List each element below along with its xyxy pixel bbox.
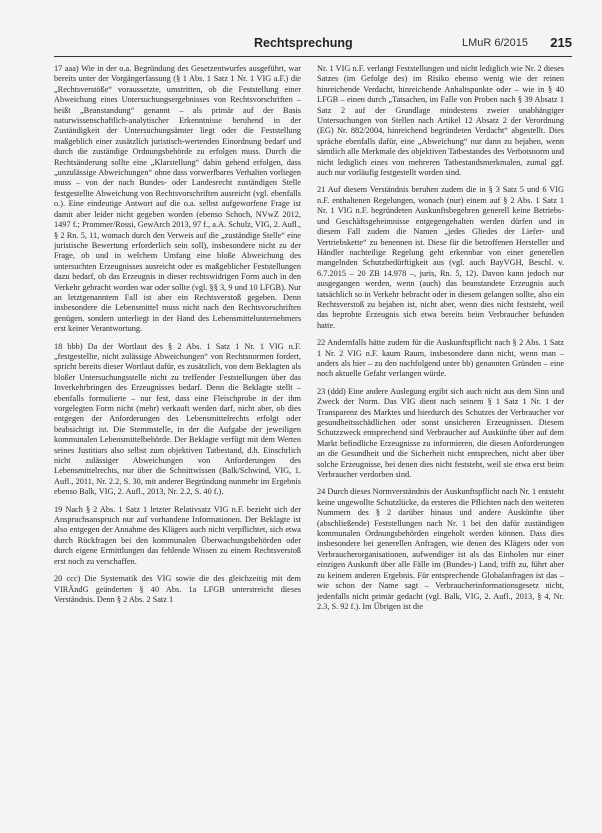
section-title: Rechtsprechung	[254, 36, 353, 50]
paragraph-24: 24 Durch dieses Normverständnis der Auskunftspflicht nach Nr. 1 entsteht keine ungewollte Schutzlücke, da ersteres die Pflichten nach den weiteren Nummern des § 2 darüber hinaus und andere Auskünfte über (abschließende) Feststellungen nach Nr. 1 bei den dafür zuständigen kommunalen Ordnungsbehörden eingeholt werden können. Dass dies insbesondere bei generellen Anfragen, wie denen des Klägers oder von Verbraucherorganisationen, aufwendiger ist als das Einholen nur einer einzigen Auskunft über alle Fälle im (Bundes-) Land, trifft zu, führt aber zu keinem anderen Ergebnis. Für entsprechende Globalanfragen ist das – wie schon der Name sagt – Verbraucherinformationsgesetz nicht, jedenfalls nicht primär gedacht (vgl. Balk, VIG, 2. Aufl., 2013, § 4, Nr. 2.3, S. 92 f.). Im Übrigen ist die	[317, 487, 565, 611]
running-header	[54, 34, 572, 57]
journal-issue: LMuR 6/2015	[461, 37, 528, 49]
left-column	[54, 64, 301, 612]
paragraph-21: 21 Auf diesem Verständnis beruhen zudem die in § 3 Satz 5 und 6 VIG n.F. enthaltenen Regelungen, wonach (nur) einem auf § 2 Abs. 1 Satz 1 Nr. 1 VIG n.F. begründeten Auskunftsbegehren generell keine Betriebs- und Geschäftsgeheimnisse entgegengehalten werden dürfen und in diesem Fall zudem die Namen „jedes Gliedes der Liefer- und Vertriebskette“ zu benennen ist. Diese für die betroffenen Hersteller und Händler nachteilige Regelung geht erkennbar von einer generellen mangelnden Schutzbedürftigkeit aus (vgl. auch BayVGH, Beschl. v. 6.7.2015 – 20 ZB 14.978 –, juris, Rn. 5, 12). Davon kann jedoch nur ausgegangen werden, wenn (auch) das beanstandete Erzeugnis auch tatsächlich so in Verkehr bebracht oder in diesem gelangen sollte, also ein Rechtsverstoß zu bejahen ist, nicht aber, wenn dies nicht feststeht, weil das beprobte Erzeugnis sich etwa bereits beim Verbraucher befunden hatte.	[317, 185, 564, 330]
paragraph-20-continued: Nr. 1 VIG n.F. verlangt Feststellungen und nicht lediglich wie Nr. 2 dieses Satzes (im Gefolge des) im Risiko ebenso wenig wie der reinen hinreichende Verdacht, hinreichende Anhaltspunkte oder – wie in § 40 LFGB – einen durch „Tatsachen, im Falle von Proben nach § 39 Absatz 1 Satz 2 auf der Grundlage mindestens zweier unabhängiger Untersuchungen von Stellen nach Artikel 12 Absatz 2 der Verordnung (EG) Nr. 882/2004, hinreichend begründeten Verdacht“ abgestellt. Dies spräche ebenfalls dafür, eine „Abweichung“ nur dann zu bejahen, wenn sämtlich alle Merkmale des objektiven Tatbestandes des Verbotsnorm und nicht lediglich eines von mehreren Tatbestandsmerkmalen, zumal ggf. auch nur vorläufig festgestellt worden sind.	[317, 64, 564, 178]
paragraph-17: 17 aaa) Wie in der o.a. Begründung des Gesetzentwurfes ausgeführt, war bereits unter der Vorgängerfassung (§ 1 Abs. 1 Satz 1 Nr. 1 VIG a.F.) die „Rechtsverstöße“ voraussetzte, umstritten, ob die Feststellung einer Abweichung eines Untersuchungsergebnisses von Rechtsvorschriften – heißt „Beanstandung“ genannt – als primär auf der Basis naturwissenschaftlich-analytischer Erkenntnisse beruhend in der Zuständigkeit der Untersuchungsämter liegt oder die Feststellung maßgeblich einer zusätzlich juristisch-wertenden Einordnung bedarf und durch die zuständige Ordnungsbehörde zu erfolgen muss. Durch die Rechtsänderung sollte eine „Klarstellung“ dahin gehend erfolgen, dass „unzulässige Abweichungen“ ohne dass vorwerfbares Verhalten vorliegen muss – von der nach Bundes- oder Landesrecht zuständigen Stelle festgestellte Abweichung von Rechtsvorschriften ausreicht (vgl. ebenfalls o.). Eine eindeutige Antwort auf die o.a. selbst aufgeworfene Frage ist damit aber leider nicht gegeben worden (ebenso Schoch, NVwZ 2012, 1497 f.; Prommer/Rossi, GewArch 2013, 97 f., a.A. Schulz, VIG, 2. Aufl., § 2 Rn. 5, 11, womach durch den Verweis auf die „zuständige Stelle“ eine juristische Bewertung erforderlich sein soll), insbesondere nicht zu der Frage, ob und in welchem Umfang eine bloße Abweichung des untersuchten Erzeugnisses ausreicht oder es maßgeblicher Feststellungen dazu bedarf, ob das Erzeugnis in dieser rechtswidrigen Form auch in den Verkehr gebracht worden war oder sollte (vgl. §§ 3, 9 und 10 LFGB). Nur an letztgenanntem Fall ist aber ein Rechtsverstoß gegeben. Denn insbesondere die Lebensmittel muss nicht nach den Rechtsvorschriften genügen, sondern unterliegt in der Hand des Lebensmittelunternehmers erst keiner Verantwortung.	[54, 64, 301, 334]
paragraph-18: 18 bbb) Da der Wortlaut des § 2 Abs. 1 Satz 1 Nr. 1 VIG n.F. „festgestellte, nicht zulässige Abweichungen“ von Rechtsnormen fordert, spricht bereits dieser Wortlaut dafür, es zusätzlich, von dem Beklagten als bloßer Untersuchungsstelle nicht zu treffender Feststellungen über das Inverkehrbringen des Erzeugnisses bedarf. Denn die Beklagte stellt – ebenfalls formulierte – nur fest, dass eine Fleischprobe in der ihm vorgelegten Form nicht (mehr) verkauft werden darf, nicht aber, ob dies entgegen der Anforderungen des Lebensmittelrechts erfolgt oder beabsichtigt ist. Die Stemmstelle, in der die Aufgabe der jeweiligen kommunalen Lebensmittelbehörde. Der Beklagte verfügt mit dem Werten seines Justitiars also selbst zum objektiven Tatbestand, d.h. Einschrlich nicht zulässiger Abweichungen von Anforderungen des Lebensmittelrechts, nur über die Schnittwissen (Balk/Schwind, VIG, 1. Aufl., 2011, Nr. 2.2, S. 30, mit anderer Begründung nunmehr im Ergebnis ebenso Balk, VIG, 2. Aufl., 2013, Nr. 2.2, S. 40 f.).	[54, 341, 301, 497]
right-column	[317, 64, 564, 619]
paragraph-20: 20 ccc) Die Systematik des VIG sowie die des gleichzeitig mit dem VIRÄndG geänderten § 40 Abs. 1a LFGB unterstreicht dieses Verständnis. Denn § 2 Abs. 2 Satz 1	[54, 574, 301, 604]
paragraph-19: 19 Nach § 2 Abs. 1 Satz 1 letzter Relativsatz VIG n.F. bezieht sich der Anspruchsanspruch nur auf vorhandene Informationen. Der Beklagte ist also entgegen der Annahme des Klägers auch nicht verpflichtet, sich etwa durch Rückfragen bei den kommunalen Überwachungsbehörden oder durch eigene Ermittlungen das fehlende Wissen zu einem Rechtsverstoß erst noch zu verschaffen.	[54, 504, 301, 566]
page-number: 215	[550, 35, 572, 50]
paragraph-23: 23 (ddd) Eine andere Auslegung ergibt sich auch nicht aus dem Sinn und Zweck der Norm. Das VIG dient nach seinem § 1 Satz 1 Nr. 1 der Transparenz des Marktes und hierdurch des Schutzes der Verbraucher vor gesundheitsschädlichen oder sonst unsicheren Erzeugnissen. Diesem Schutzzweck entsprechend sind Verbraucher auf Auskünfte über auf dem Markt befindliche Erzeugnisse zu informieren, die diesen Anforderungen an die Gesundheit und die Sicherheit nicht entsprechen, nicht aber über solche Erzeugnisse, bei denen dies nicht feststeht, weil sie etwa erst beim Verbraucher verdorben sind.	[317, 386, 564, 480]
paragraph-22: 22 Andernfalls hätte zudem für die Auskunftspflicht nach § 2 Abs. 1 Satz 1 Nr. 2 VIG n.F. kaum Raum, insbesondere dann nicht, wenn man – anders als hier – zu den nachfolgend unter bb) genannten Gründen – eine noch aktuelle Gefahr verlangen würde.	[317, 338, 564, 379]
